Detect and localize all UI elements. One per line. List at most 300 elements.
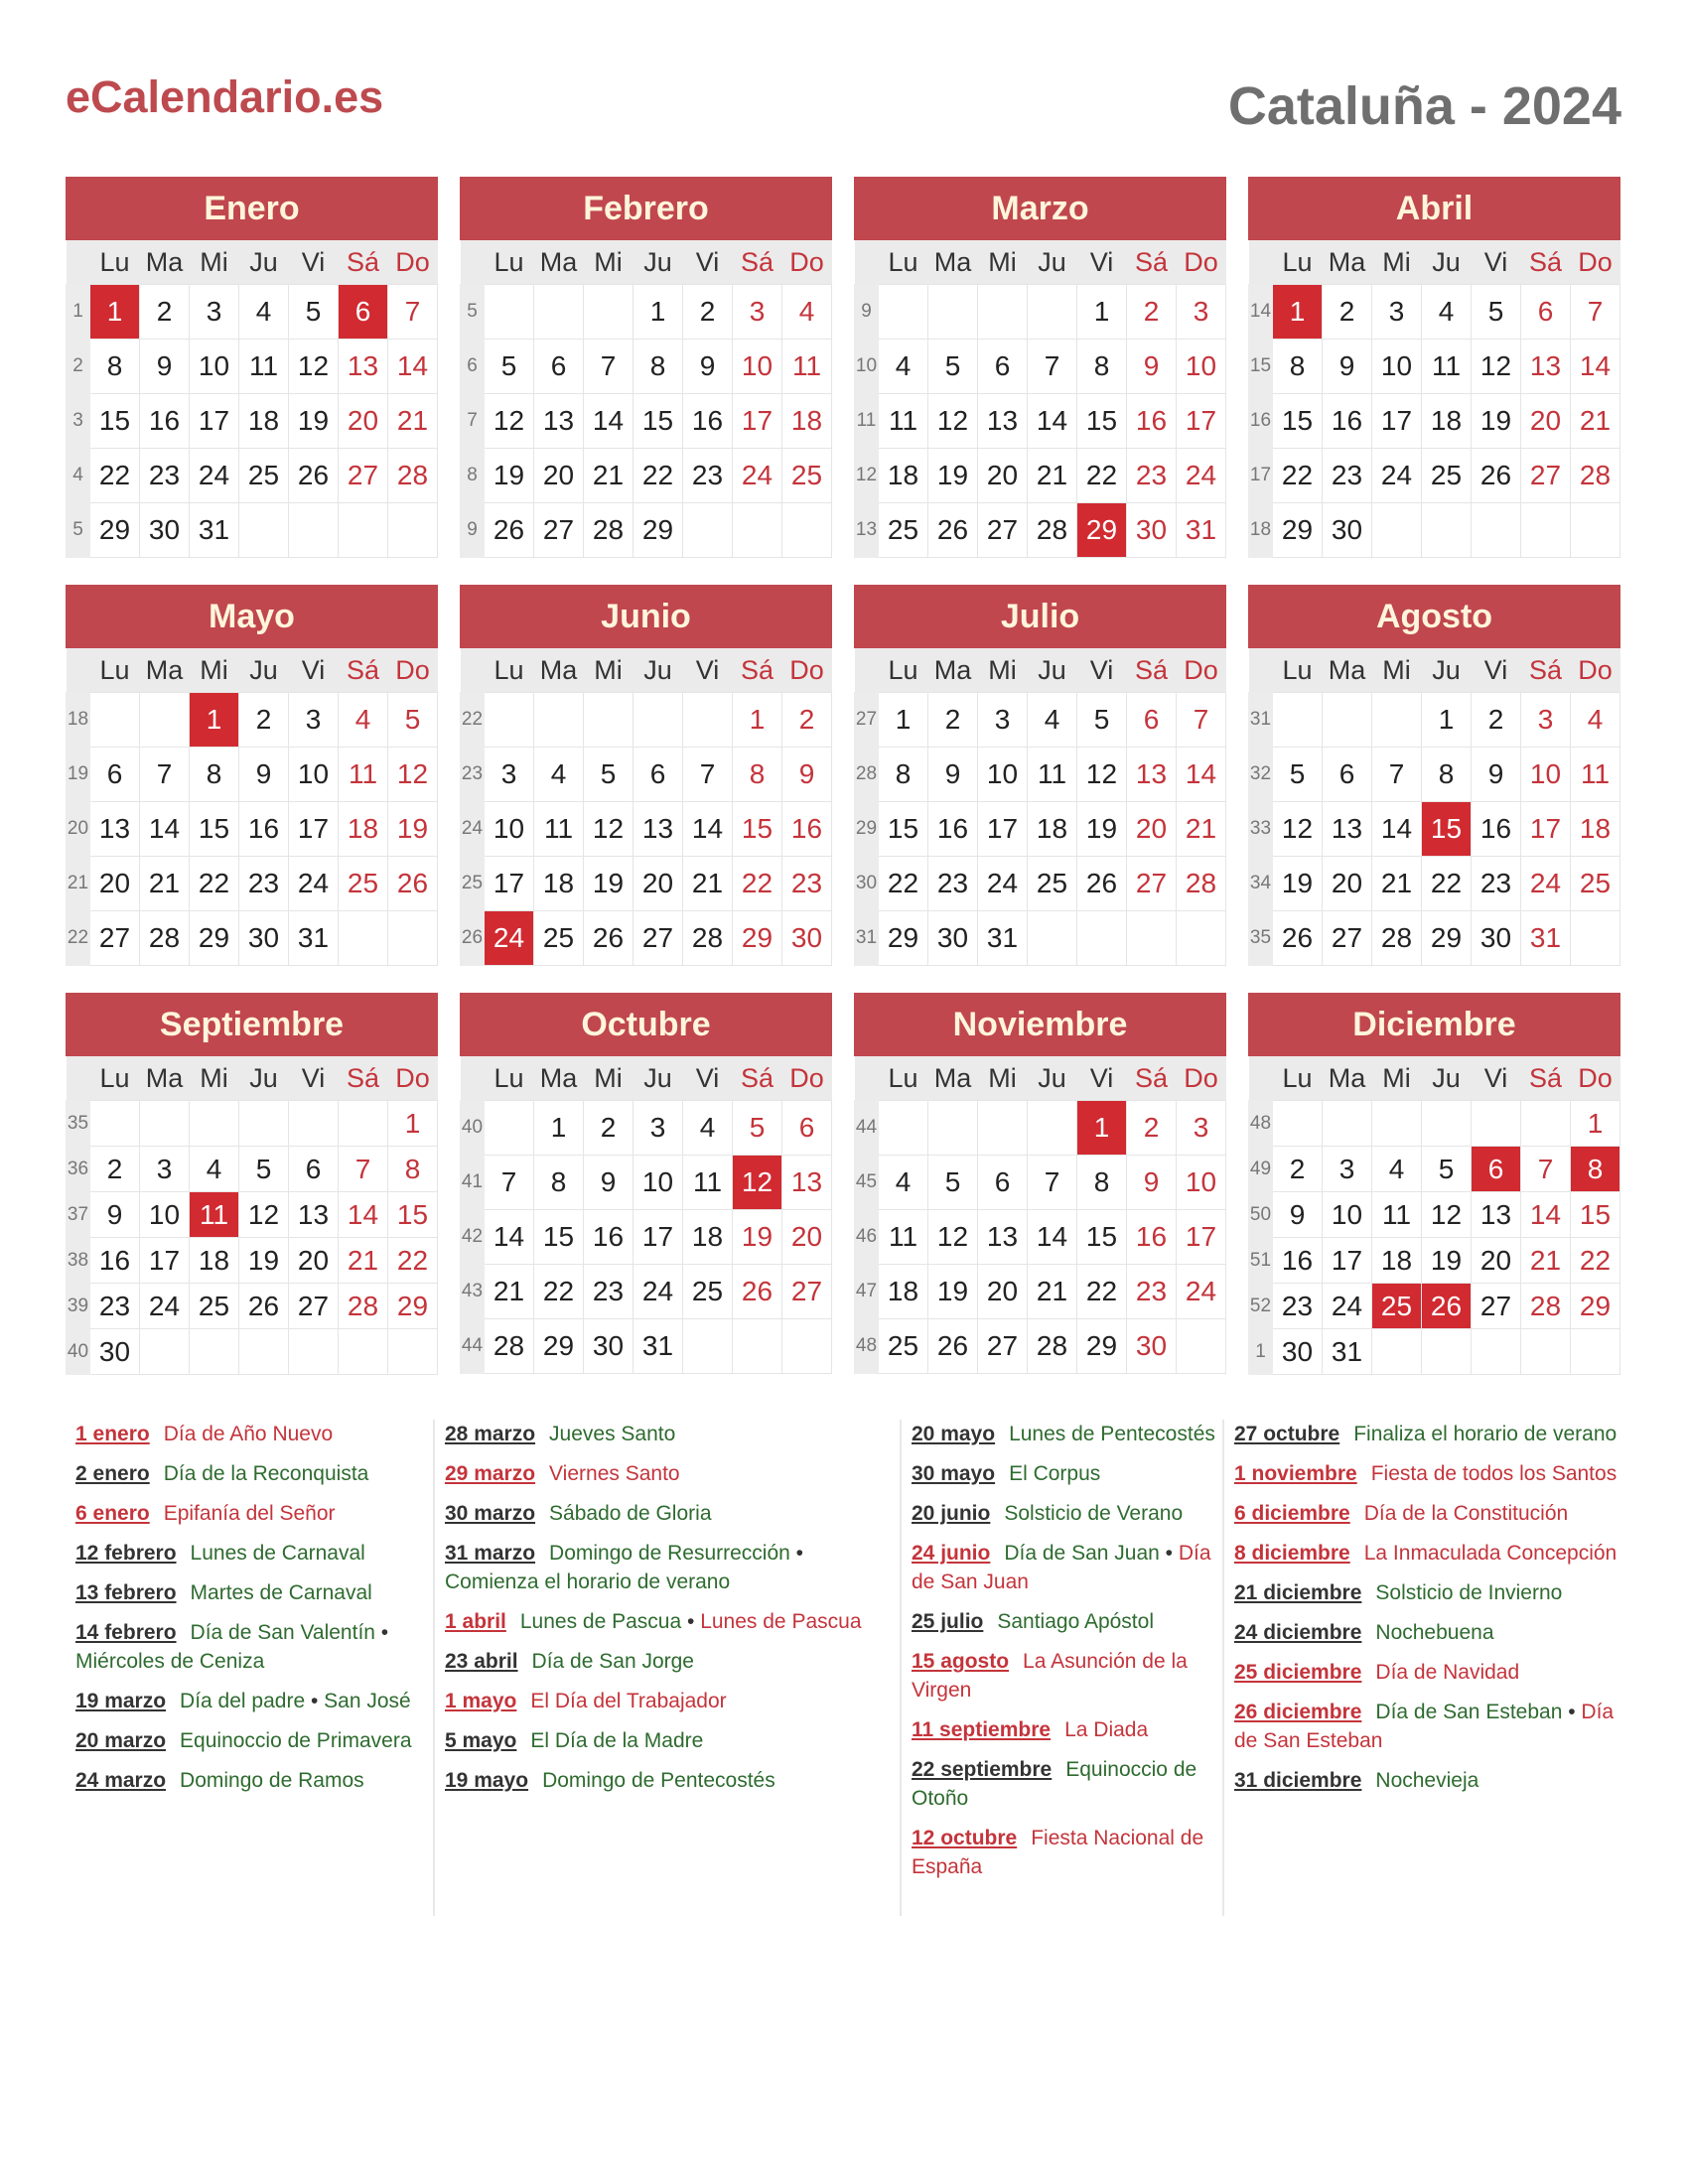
week-number: 4 xyxy=(67,449,90,503)
month-table xyxy=(1248,240,1620,558)
empty-cell xyxy=(485,693,534,748)
day-cell: 5 xyxy=(1273,748,1323,802)
day-cell: 14 xyxy=(584,394,633,449)
day-cell: 1 xyxy=(633,285,683,340)
day-cell: 3 xyxy=(1323,1147,1372,1192)
weekday-header: Lu xyxy=(485,240,534,285)
day-cell: 2 xyxy=(584,1101,633,1156)
holiday-item xyxy=(75,1539,433,1568)
weekday-header: Do xyxy=(1571,240,1620,285)
week-row xyxy=(67,503,438,558)
holiday-date: 12 febrero xyxy=(75,1542,177,1565)
day-cell: 26 xyxy=(584,911,633,966)
day-cell: 8 xyxy=(190,748,239,802)
month-table xyxy=(66,648,438,966)
separator-bullet: • xyxy=(374,1621,389,1644)
month-table xyxy=(854,240,1226,558)
day-cell: 8 xyxy=(1422,748,1472,802)
day-cell: 31 xyxy=(1177,503,1226,558)
week-number-header xyxy=(855,240,879,285)
day-cell: 22 xyxy=(534,1265,584,1319)
holiday-name: Finaliza el horario de verano xyxy=(1353,1423,1618,1445)
holiday-date: 6 enero xyxy=(75,1502,150,1525)
weekday-header: Ju xyxy=(1028,648,1077,693)
day-cell: 19 xyxy=(733,1210,782,1265)
week-number: 25 xyxy=(461,857,485,911)
week-number: 31 xyxy=(1249,693,1273,748)
holiday-item xyxy=(445,1499,900,1528)
week-number-header xyxy=(67,648,90,693)
holiday-name: La Asunción de la Virgen xyxy=(912,1650,1188,1702)
month-table xyxy=(66,1056,438,1375)
holiday-item xyxy=(1234,1698,1621,1755)
holiday-date: 30 mayo xyxy=(912,1462,996,1485)
holiday-name: Jueves Santo xyxy=(549,1423,676,1445)
week-number: 35 xyxy=(67,1101,90,1147)
day-cell: 24 xyxy=(190,449,239,503)
month-table xyxy=(854,648,1226,966)
week-row xyxy=(855,911,1226,966)
week-number: 20 xyxy=(67,802,90,857)
day-cell: 15 xyxy=(1273,394,1323,449)
day-cell: 10 xyxy=(1323,1192,1372,1238)
day-cell: 13 xyxy=(633,802,683,857)
day-cell: 30 xyxy=(1127,503,1177,558)
holiday-date: 8 diciembre xyxy=(1234,1542,1350,1565)
week-number: 11 xyxy=(855,394,879,449)
week-number: 12 xyxy=(855,449,879,503)
day-cell: 9 xyxy=(90,1192,140,1238)
day-cell: 9 xyxy=(1273,1192,1323,1238)
day-cell: 2 xyxy=(1273,1147,1323,1192)
week-number: 47 xyxy=(855,1265,879,1319)
day-cell: 26 xyxy=(289,449,339,503)
week-row xyxy=(67,1147,438,1192)
day-cell: 22 xyxy=(90,449,140,503)
day-cell: 25 xyxy=(879,503,928,558)
holiday-item xyxy=(445,1539,900,1596)
holiday-column xyxy=(433,1420,900,1916)
holiday-item xyxy=(1234,1459,1621,1488)
day-cell: 29 xyxy=(879,911,928,966)
day-cell: 31 xyxy=(1521,911,1571,966)
day-cell: 10 xyxy=(140,1192,190,1238)
holiday-name: Sábado de Gloria xyxy=(549,1502,712,1525)
day-cell: 23 xyxy=(584,1265,633,1319)
day-cell: 20 xyxy=(90,857,140,911)
empty-cell xyxy=(1177,911,1226,966)
week-number: 23 xyxy=(461,748,485,802)
week-row xyxy=(67,1238,438,1284)
weekday-header: Ma xyxy=(928,648,978,693)
holiday-date: 31 diciembre xyxy=(1234,1769,1362,1792)
weekday-header: Lu xyxy=(879,648,928,693)
day-cell: 14 xyxy=(683,802,733,857)
holiday-name: Lunes de Carnaval xyxy=(190,1542,365,1565)
week-number-header xyxy=(1249,1056,1273,1101)
holiday-date: 29 marzo xyxy=(445,1462,536,1485)
holiday-item xyxy=(445,1687,900,1715)
week-row xyxy=(855,748,1226,802)
day-cell: 22 xyxy=(879,857,928,911)
day-cell: 15 xyxy=(1422,802,1472,857)
holiday-date: 23 abril xyxy=(445,1650,518,1673)
day-cell: 3 xyxy=(140,1147,190,1192)
week-number: 14 xyxy=(1249,285,1273,340)
day-cell: 31 xyxy=(289,911,339,966)
day-cell: 28 xyxy=(1177,857,1226,911)
weekday-header: Mi xyxy=(584,648,633,693)
week-number: 17 xyxy=(1249,449,1273,503)
weekday-header: Ma xyxy=(928,240,978,285)
empty-cell xyxy=(1177,1319,1226,1374)
day-cell: 18 xyxy=(339,802,388,857)
day-cell: 16 xyxy=(1127,394,1177,449)
weekday-header: Lu xyxy=(1273,648,1323,693)
month-title: Junio xyxy=(460,585,832,648)
week-row xyxy=(855,394,1226,449)
day-cell: 13 xyxy=(1127,748,1177,802)
week-number: 43 xyxy=(461,1265,485,1319)
day-cell: 14 xyxy=(1521,1192,1571,1238)
holiday-name: Viernes Santo xyxy=(549,1462,680,1485)
day-cell: 20 xyxy=(534,449,584,503)
week-number: 32 xyxy=(1249,748,1273,802)
day-cell: 13 xyxy=(534,394,584,449)
empty-cell xyxy=(978,1101,1028,1156)
empty-cell xyxy=(1323,693,1372,748)
day-cell: 18 xyxy=(1422,394,1472,449)
week-number: 3 xyxy=(67,394,90,449)
weekday-header: Do xyxy=(782,1056,832,1101)
week-number: 38 xyxy=(67,1238,90,1284)
day-cell: 23 xyxy=(1127,1265,1177,1319)
day-cell: 20 xyxy=(978,1265,1028,1319)
weekday-header: Lu xyxy=(879,240,928,285)
day-cell: 16 xyxy=(1273,1238,1323,1284)
day-cell: 16 xyxy=(1472,802,1521,857)
day-cell: 4 xyxy=(879,1156,928,1210)
day-cell: 15 xyxy=(633,394,683,449)
week-row xyxy=(1249,1238,1620,1284)
weekday-header: Sá xyxy=(339,1056,388,1101)
day-cell: 5 xyxy=(388,693,438,748)
month-title: Mayo xyxy=(66,585,438,648)
day-cell: 4 xyxy=(879,340,928,394)
month-marzo xyxy=(854,177,1226,560)
week-number: 13 xyxy=(855,503,879,558)
day-cell: 11 xyxy=(1422,340,1472,394)
holiday-date: 31 marzo xyxy=(445,1542,536,1565)
day-cell: 28 xyxy=(1372,911,1422,966)
day-cell: 17 xyxy=(978,802,1028,857)
holiday-date: 14 febrero xyxy=(75,1621,177,1644)
empty-cell xyxy=(190,1101,239,1147)
empty-cell xyxy=(1422,503,1472,558)
day-cell: 12 xyxy=(928,394,978,449)
holiday-name: Nochebuena xyxy=(1375,1621,1494,1644)
weekday-header: Do xyxy=(1177,648,1226,693)
month-junio xyxy=(460,585,832,968)
holiday-item xyxy=(1234,1499,1621,1528)
day-cell: 17 xyxy=(1521,802,1571,857)
day-cell: 11 xyxy=(239,340,289,394)
day-cell: 1 xyxy=(90,285,140,340)
day-cell: 26 xyxy=(928,1319,978,1374)
week-number: 39 xyxy=(67,1284,90,1329)
day-cell: 29 xyxy=(633,503,683,558)
weekday-header: Ma xyxy=(928,1056,978,1101)
day-cell: 2 xyxy=(782,693,832,748)
separator-bullet: • xyxy=(305,1690,325,1712)
day-cell: 16 xyxy=(140,394,190,449)
day-cell: 26 xyxy=(1422,1284,1472,1329)
holiday-name: Lunes de Pentecostés xyxy=(1009,1423,1215,1445)
day-cell: 7 xyxy=(683,748,733,802)
holiday-name: El Día del Trabajador xyxy=(530,1690,727,1712)
week-row xyxy=(1249,1192,1620,1238)
day-cell: 7 xyxy=(140,748,190,802)
empty-cell xyxy=(190,1329,239,1375)
day-cell: 8 xyxy=(633,340,683,394)
week-number: 22 xyxy=(461,693,485,748)
day-cell: 18 xyxy=(1571,802,1620,857)
week-number: 52 xyxy=(1249,1284,1273,1329)
weekday-header: Vi xyxy=(1472,648,1521,693)
day-cell: 29 xyxy=(733,911,782,966)
day-cell: 9 xyxy=(239,748,289,802)
weekday-header: Ju xyxy=(1422,240,1472,285)
holiday-name: Día de Año Nuevo xyxy=(163,1423,334,1445)
weekday-header: Do xyxy=(782,240,832,285)
empty-cell xyxy=(683,1319,733,1374)
month-title: Octubre xyxy=(460,993,832,1056)
day-cell: 22 xyxy=(388,1238,438,1284)
day-cell: 10 xyxy=(1177,340,1226,394)
empty-cell xyxy=(388,503,438,558)
day-cell: 14 xyxy=(485,1210,534,1265)
weekday-header: Ma xyxy=(534,1056,584,1101)
weekday-header: Sá xyxy=(1127,240,1177,285)
day-cell: 13 xyxy=(782,1156,832,1210)
week-row xyxy=(67,748,438,802)
day-cell: 12 xyxy=(1077,748,1127,802)
week-number-header xyxy=(855,1056,879,1101)
week-row xyxy=(1249,1101,1620,1147)
day-cell: 5 xyxy=(1077,693,1127,748)
day-cell: 20 xyxy=(1472,1238,1521,1284)
holiday-item xyxy=(75,1687,433,1715)
day-cell: 3 xyxy=(733,285,782,340)
separator-bullet: • xyxy=(1562,1701,1582,1723)
empty-cell xyxy=(90,693,140,748)
week-row xyxy=(461,911,832,966)
week-number: 1 xyxy=(67,285,90,340)
brand-logo[interactable]: eCalendario.es xyxy=(66,71,384,122)
empty-cell xyxy=(683,503,733,558)
day-cell: 12 xyxy=(1472,340,1521,394)
day-cell: 9 xyxy=(1127,340,1177,394)
page-title: Cataluña - 2024 xyxy=(1227,76,1621,136)
empty-cell xyxy=(339,911,388,966)
day-cell: 8 xyxy=(90,340,140,394)
holiday-item xyxy=(1234,1766,1621,1795)
day-cell: 28 xyxy=(339,1284,388,1329)
day-cell: 1 xyxy=(879,693,928,748)
day-cell: 25 xyxy=(782,449,832,503)
day-cell: 12 xyxy=(584,802,633,857)
week-number: 24 xyxy=(461,802,485,857)
day-cell: 21 xyxy=(1028,449,1077,503)
day-cell: 21 xyxy=(485,1265,534,1319)
day-cell: 2 xyxy=(1472,693,1521,748)
day-cell: 6 xyxy=(90,748,140,802)
week-row xyxy=(855,340,1226,394)
day-cell: 23 xyxy=(239,857,289,911)
day-cell: 28 xyxy=(683,911,733,966)
week-number: 15 xyxy=(1249,340,1273,394)
holiday-date: 24 junio xyxy=(912,1542,991,1565)
day-cell: 14 xyxy=(339,1192,388,1238)
empty-cell xyxy=(1323,1101,1372,1147)
day-cell: 28 xyxy=(1028,1319,1077,1374)
day-cell: 27 xyxy=(633,911,683,966)
holiday-date: 25 diciembre xyxy=(1234,1661,1362,1684)
day-cell: 20 xyxy=(1323,857,1372,911)
day-cell: 8 xyxy=(1571,1147,1620,1192)
day-cell: 23 xyxy=(1472,857,1521,911)
holiday-date: 22 septiembre xyxy=(912,1758,1053,1781)
day-cell: 1 xyxy=(1422,693,1472,748)
day-cell: 19 xyxy=(584,857,633,911)
day-cell: 14 xyxy=(388,340,438,394)
weekday-header: Ma xyxy=(1323,648,1372,693)
day-cell: 9 xyxy=(1127,1156,1177,1210)
holiday-name: Comienza el horario de verano xyxy=(445,1570,731,1593)
weekday-header: Vi xyxy=(1472,1056,1521,1101)
empty-cell xyxy=(339,1101,388,1147)
day-cell: 17 xyxy=(1372,394,1422,449)
day-cell: 25 xyxy=(1571,857,1620,911)
day-cell: 3 xyxy=(978,693,1028,748)
empty-cell xyxy=(1571,503,1620,558)
holiday-item xyxy=(75,1459,433,1488)
day-cell: 3 xyxy=(633,1101,683,1156)
month-agosto xyxy=(1248,585,1620,968)
day-cell: 10 xyxy=(1521,748,1571,802)
day-cell: 15 xyxy=(733,802,782,857)
day-cell: 6 xyxy=(978,340,1028,394)
holiday-date: 19 marzo xyxy=(75,1690,167,1712)
day-cell: 19 xyxy=(239,1238,289,1284)
week-number: 10 xyxy=(855,340,879,394)
week-row xyxy=(67,1192,438,1238)
holiday-item xyxy=(445,1647,900,1676)
day-cell: 6 xyxy=(633,748,683,802)
day-cell: 15 xyxy=(879,802,928,857)
holiday-column xyxy=(66,1420,433,1916)
day-cell: 27 xyxy=(289,1284,339,1329)
holiday-name: Día de Navidad xyxy=(1375,1661,1520,1684)
weekday-header: Ju xyxy=(239,240,289,285)
day-cell: 17 xyxy=(733,394,782,449)
holiday-name: Santiago Apóstol xyxy=(997,1610,1154,1633)
weekday-header: Sá xyxy=(1521,1056,1571,1101)
day-cell: 9 xyxy=(928,748,978,802)
week-row xyxy=(1249,340,1620,394)
week-row xyxy=(855,857,1226,911)
holiday-name: San José xyxy=(324,1690,411,1712)
day-cell: 9 xyxy=(782,748,832,802)
day-cell: 1 xyxy=(388,1101,438,1147)
week-row xyxy=(67,1101,438,1147)
day-cell: 14 xyxy=(1028,394,1077,449)
weekday-header: Lu xyxy=(485,1056,534,1101)
weekday-header: Vi xyxy=(1077,1056,1127,1101)
day-cell: 5 xyxy=(289,285,339,340)
day-cell: 21 xyxy=(1177,802,1226,857)
holiday-name: Nochevieja xyxy=(1375,1769,1479,1792)
day-cell: 13 xyxy=(978,1210,1028,1265)
day-cell: 29 xyxy=(1571,1284,1620,1329)
day-cell: 13 xyxy=(90,802,140,857)
day-cell: 6 xyxy=(1472,1147,1521,1192)
empty-cell xyxy=(584,285,633,340)
week-row xyxy=(461,285,832,340)
empty-cell xyxy=(1273,1101,1323,1147)
day-cell: 11 xyxy=(879,394,928,449)
holiday-date: 5 mayo xyxy=(445,1729,517,1752)
day-cell: 20 xyxy=(1521,394,1571,449)
holiday-name: La Diada xyxy=(1064,1718,1149,1741)
holiday-name: Día de la Constitución xyxy=(1363,1502,1569,1525)
month-table xyxy=(460,240,832,558)
empty-cell xyxy=(90,1101,140,1147)
holiday-item xyxy=(912,1459,1222,1488)
week-row xyxy=(855,1319,1226,1374)
day-cell: 25 xyxy=(683,1265,733,1319)
month-table xyxy=(66,240,438,558)
day-cell: 10 xyxy=(1372,340,1422,394)
day-cell: 15 xyxy=(534,1210,584,1265)
day-cell: 9 xyxy=(683,340,733,394)
day-cell: 26 xyxy=(388,857,438,911)
week-number: 40 xyxy=(461,1101,485,1156)
day-cell: 29 xyxy=(1422,911,1472,966)
day-cell: 11 xyxy=(1571,748,1620,802)
day-cell: 4 xyxy=(1372,1147,1422,1192)
day-cell: 30 xyxy=(1127,1319,1177,1374)
day-cell: 24 xyxy=(633,1265,683,1319)
day-cell: 31 xyxy=(978,911,1028,966)
week-number: 44 xyxy=(461,1319,485,1374)
holiday-item xyxy=(912,1647,1222,1705)
holiday-item xyxy=(1234,1420,1621,1448)
month-febrero xyxy=(460,177,832,560)
day-cell: 2 xyxy=(928,693,978,748)
day-cell: 14 xyxy=(1372,802,1422,857)
empty-cell xyxy=(1472,1101,1521,1147)
week-number-header xyxy=(67,240,90,285)
holiday-item xyxy=(75,1420,433,1448)
week-number: 42 xyxy=(461,1210,485,1265)
day-cell: 3 xyxy=(1177,285,1226,340)
weekday-header: Do xyxy=(782,648,832,693)
day-cell: 26 xyxy=(928,503,978,558)
day-cell: 30 xyxy=(239,911,289,966)
day-cell: 4 xyxy=(534,748,584,802)
week-row xyxy=(67,802,438,857)
